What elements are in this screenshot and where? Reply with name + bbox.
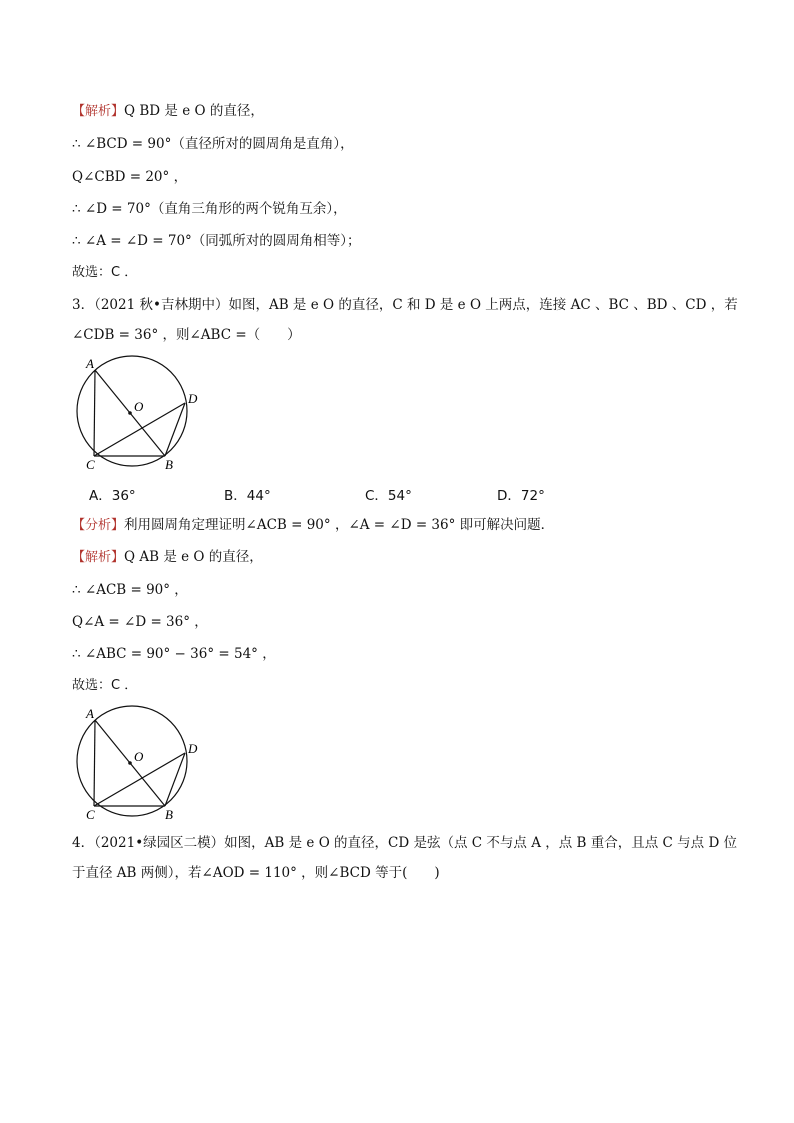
option-d[interactable]: D．72°: [497, 488, 545, 504]
solution-line-1: [72, 548, 263, 567]
solution-tag: 【解析】: [72, 550, 125, 565]
answer-line-2: 故选：C ．: [72, 678, 138, 693]
option-a[interactable]: A．36°: [89, 488, 136, 504]
question-3-line-2: ∠CDB = 36° ，则∠ABC =（ ）: [72, 327, 301, 343]
center-point: [128, 411, 132, 415]
answer-line-1: 故选：C ．: [72, 265, 138, 280]
center-point: [128, 761, 132, 765]
analysis-tag: 【解析】: [72, 104, 125, 119]
question-4-line-2: 于直径 AB 两侧），若∠AOD = 110° ，则∠BCD 等于( ): [72, 865, 440, 881]
segment-bd: [165, 403, 185, 456]
label-c: C: [86, 807, 95, 822]
segment-ac: [94, 720, 95, 806]
option-b[interactable]: B．44°: [224, 488, 271, 504]
label-c: C: [86, 457, 95, 472]
analysis-line-4: ∴ ∠D = 70°（直角三角形的两个锐角互余），: [72, 201, 347, 217]
segment-bd: [165, 753, 185, 806]
label-a: A: [86, 706, 94, 721]
analysis-text: Q BD 是 e O 的直径，: [124, 103, 264, 119]
label-o: O: [134, 399, 144, 414]
option-c[interactable]: C．54°: [365, 488, 412, 504]
solution-line-2: ∴ ∠ACB = 90° ，: [72, 582, 188, 598]
segment-ac: [94, 370, 95, 456]
circle-figure-1: [70, 350, 210, 475]
analysis-line-3: Q∠CBD = 20° ，: [72, 169, 188, 185]
question-4-line-1: 4．（2021•绿园区二模）如图，AB 是 e O 的直径，CD 是弦（点 C 不与点 A ，点 B 重合，且点 C 与点 D 位: [72, 835, 738, 851]
hint-text: 利用圆周角定理证明∠ACB = 90° ，∠A = ∠D = 36° 即可解决问题．: [124, 517, 555, 533]
analysis-line-1: [72, 102, 264, 121]
label-d: D: [188, 391, 198, 406]
label-a: A: [86, 356, 94, 371]
solution-line-3: Q∠A = ∠D = 36° ，: [72, 614, 208, 630]
analysis-line-5: ∴ ∠A = ∠D = 70°（同弧所对的圆周角相等）；: [72, 233, 361, 249]
analysis-hint-line: [72, 516, 554, 535]
analysis-line-2: ∴ ∠BCD = 90°（直径所对的圆周角是直角），: [72, 136, 354, 152]
label-o: O: [134, 749, 144, 764]
label-b: B: [165, 807, 173, 822]
solution-text: Q AB 是 e O 的直径，: [124, 549, 263, 565]
label-b: B: [165, 457, 173, 472]
solution-line-4: ∴ ∠ABC = 90° − 36° = 54° ，: [72, 646, 276, 662]
circle-figure-2: [70, 700, 210, 825]
hint-tag: 【分析】: [72, 518, 125, 533]
question-3-line-1: 3．（2021 秋•吉林期中）如图，AB 是 e O 的直径，C 和 D 是 e O 上两点，连接 AC 、BC 、BD 、CD ，若: [72, 297, 738, 313]
label-d: D: [188, 741, 198, 756]
